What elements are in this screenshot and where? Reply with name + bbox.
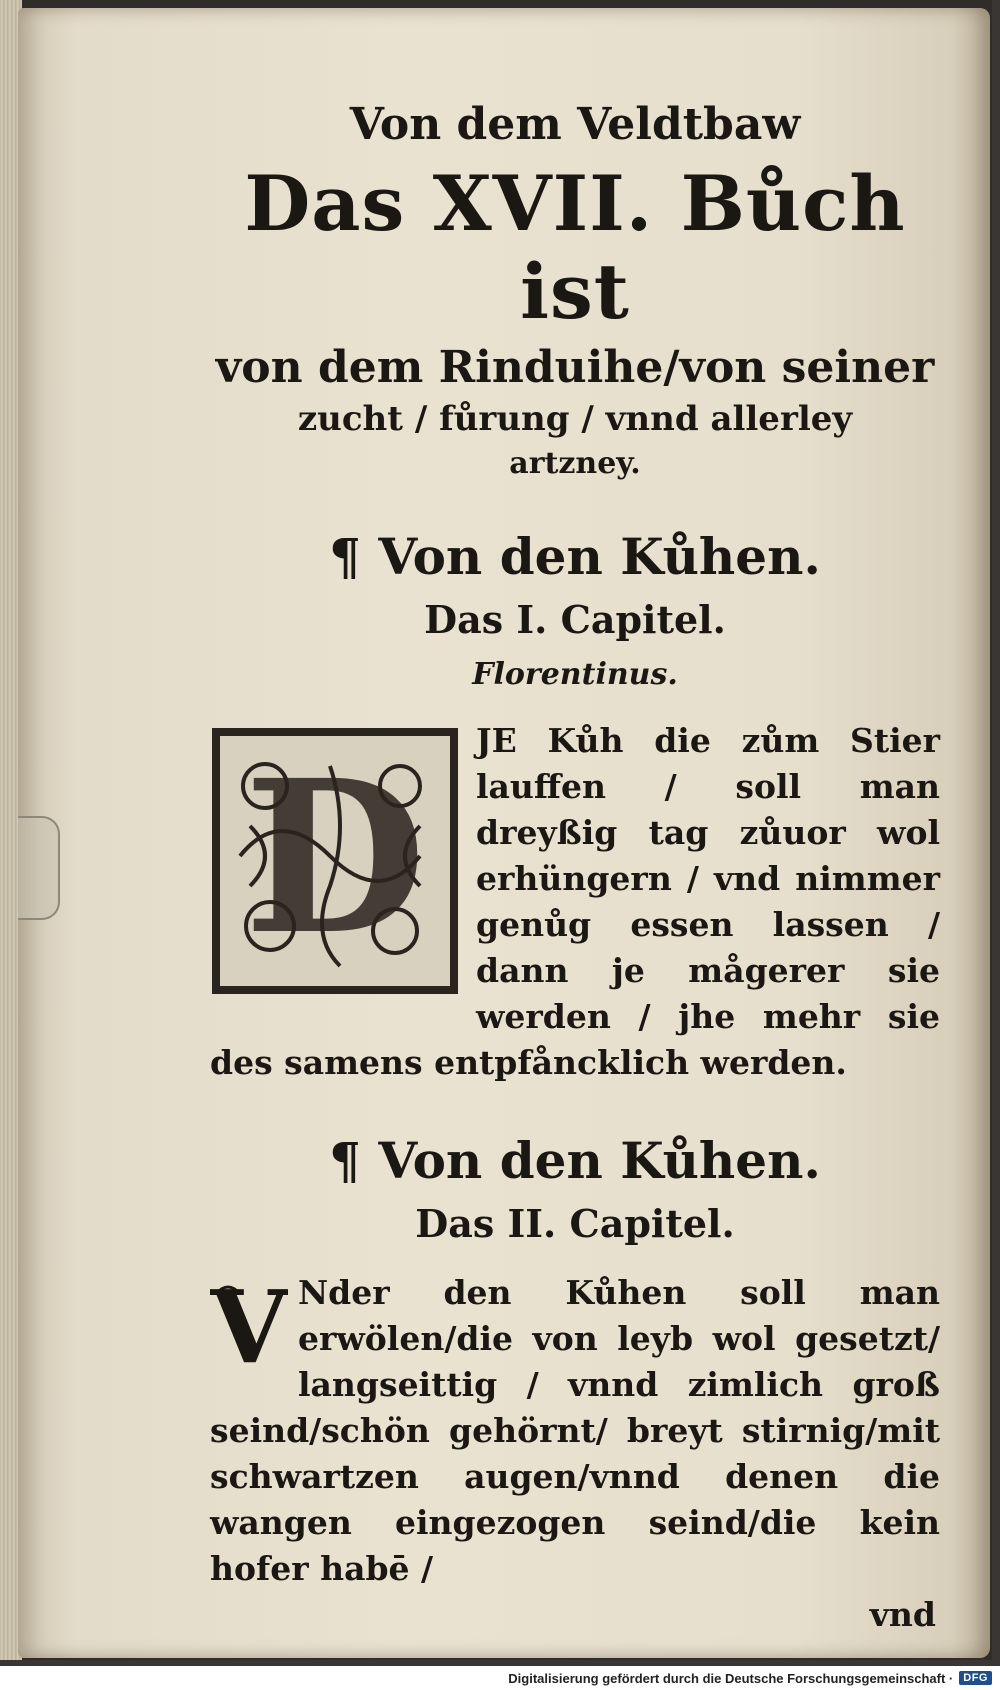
chapter-2-number: Das II. Capitel. (415, 1201, 735, 1246)
catchword: vnd (869, 1595, 936, 1634)
chapter-2-heading-text: Von den Kůhen. (378, 1131, 821, 1190)
ornament-initial-d-icon (210, 726, 460, 996)
chapter-1-heading-text: Von den Kůhen. (378, 527, 821, 586)
pilcrow-icon: ¶ (329, 527, 361, 586)
chapter-2-body-text: Nder den Kůhen soll man erwölen/die von leyb wol gesetzt/ langseittig / vnnd zimlich groß seind/schön gehörnt/ breyt stirnig/mit schwartzen augen/vnnd denen die wangen eingezogen seind/die kein hofer habē / (210, 1273, 940, 1588)
running-head: Von dem Veldtbaw (349, 99, 801, 150)
footer-credit-text: Digitalisierung gefördert durch die Deutsche Forschungsgemeinschaft · (508, 1670, 954, 1686)
chapter-1-number: Das I. Capitel. (424, 597, 726, 642)
page-text-block (210, 96, 940, 1638)
ornament-initial-v-icon (210, 1274, 288, 1378)
pilcrow-icon: ¶ (329, 1131, 361, 1190)
subtitle-line-1: von dem Rinduihe/von seiner (215, 342, 935, 393)
book-title: Das XVII. Bůch ist (244, 159, 906, 336)
chapter-1-body (210, 718, 940, 1086)
decorated-initial-d (210, 726, 460, 996)
svg-text:D: D (243, 734, 427, 981)
subtitle-line-2: zucht / fůrung / vnnd allerley (297, 399, 853, 439)
chapter-1-heading (210, 526, 940, 588)
decorated-initial-v (210, 1274, 288, 1378)
digitization-footer (0, 1666, 1000, 1690)
subtitle-line-3: artzney. (509, 446, 641, 481)
svg-text:V: V (210, 1274, 288, 1378)
chapter-2-body (210, 1270, 940, 1592)
chapter-2-heading (210, 1130, 940, 1192)
page-tab-marker (18, 816, 60, 920)
chapter-1-body-text: JE Kůh die zům Stier lauffen / soll man dreyßig tag zůuor wol erhüngern / vnd nimmer genůg essen lassen / dann je mågerer sie werden / jhe mehr sie des samens entpfåncklich werden. (210, 721, 940, 1082)
dfg-logo-icon: DFG (959, 1671, 992, 1685)
chapter-1-source: Florentinus. (472, 657, 678, 692)
